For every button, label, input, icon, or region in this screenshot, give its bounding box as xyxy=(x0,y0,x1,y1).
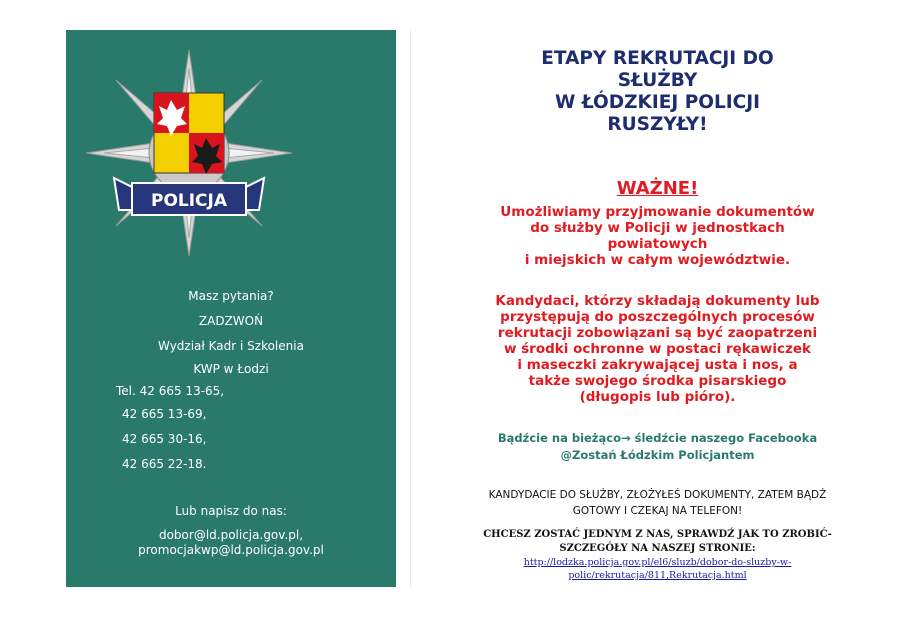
email-2-link[interactable]: promocjakwp@ld.policja.gov.pl xyxy=(138,543,324,557)
email-1-link[interactable]: dobor@ld.policja.gov.pl, xyxy=(158,528,304,542)
title-line: W ŁÓDZKIEJ POLICJI xyxy=(554,92,761,113)
recruitment-link-cont[interactable]: polic/rekrutacja/811,Rekrutacja.html xyxy=(568,570,747,581)
notice-line: przystępują do poszczególnych procesów xyxy=(500,309,815,325)
department-text: Wydział Kadr i Szkolenia xyxy=(158,339,304,353)
important-heading: WAŻNE! xyxy=(616,178,699,199)
phone-3: 42 665 30-16, xyxy=(122,432,207,446)
notice-line: Umożliwiamy przyjmowanie dokumentów xyxy=(500,204,815,220)
page-title xyxy=(430,48,885,136)
badge-label: POLICJA xyxy=(150,191,228,211)
notice-line: rekrutacji zobowiązani są być zaopatrzeni xyxy=(497,325,818,341)
notice-line: powiatowych xyxy=(607,236,708,252)
police-star-badge-icon xyxy=(74,38,304,268)
notice-protective-measures xyxy=(430,293,885,405)
phone-2: 42 665 13-69, xyxy=(122,407,207,421)
facebook-line: Bądźcie na bieżąco→ śledźcie naszego Facebooka xyxy=(497,431,818,445)
recruitment-link[interactable]: http://lodzka.policja.gov.pl/el6/sluzb/dobor-do-sluzby-w- xyxy=(523,557,792,568)
join-info xyxy=(430,528,885,582)
call-text: ZADZWOŃ xyxy=(198,314,264,328)
join-line: CHCESZ ZOSTAĆ JEDNYM Z NAS, SPRAWDŹ JAK TO ZROBIĆ- xyxy=(483,529,832,540)
title-line: SŁUŻBY xyxy=(617,70,698,91)
kwp-text: KWP w Łodzi xyxy=(193,362,269,376)
notice-line: także swojego środka pisarskiego xyxy=(528,373,787,389)
notice-line: Kandydaci, którzy składają dokumenty lub xyxy=(495,293,820,309)
title-line: RUSZYŁY! xyxy=(607,114,708,135)
notice-line: i maseczki zakrywającej usta i nos, a xyxy=(517,357,798,373)
question-text: Masz pytania? xyxy=(188,289,274,303)
phone-4: 42 665 22-18. xyxy=(122,457,207,471)
facebook-info xyxy=(430,430,885,464)
write-text: Lub napisz do nas: xyxy=(175,504,287,518)
contact-panel xyxy=(66,30,396,587)
notice-documents xyxy=(430,204,885,268)
candidate-line: GOTOWY I CZEKAJ NA TELEFON! xyxy=(572,505,743,517)
column-divider xyxy=(410,30,411,587)
notice-line: w środki ochronne w postaci rękawiczek xyxy=(503,341,812,357)
notice-line: do służby w Policji w jednostkach xyxy=(530,220,785,236)
candidate-line: KANDYDACIE DO SŁUŻBY, ZŁOŻYŁEŚ DOKUMENTY, ZATEM BĄDŹ xyxy=(488,489,827,501)
join-line: SZCZEGÓŁY NA NASZEJ STRONIE: xyxy=(559,543,756,554)
notice-line: i miejskich w całym województwie. xyxy=(524,252,791,268)
phone-1: Tel. 42 665 13-65, xyxy=(116,384,225,398)
candidate-message xyxy=(430,487,885,519)
title-line: ETAPY REKRUTACJI DO xyxy=(541,48,774,69)
facebook-handle[interactable]: @Zostań Łódzkim Policjantem xyxy=(560,448,755,462)
notice-line: (długopis lub pióro). xyxy=(579,389,736,405)
